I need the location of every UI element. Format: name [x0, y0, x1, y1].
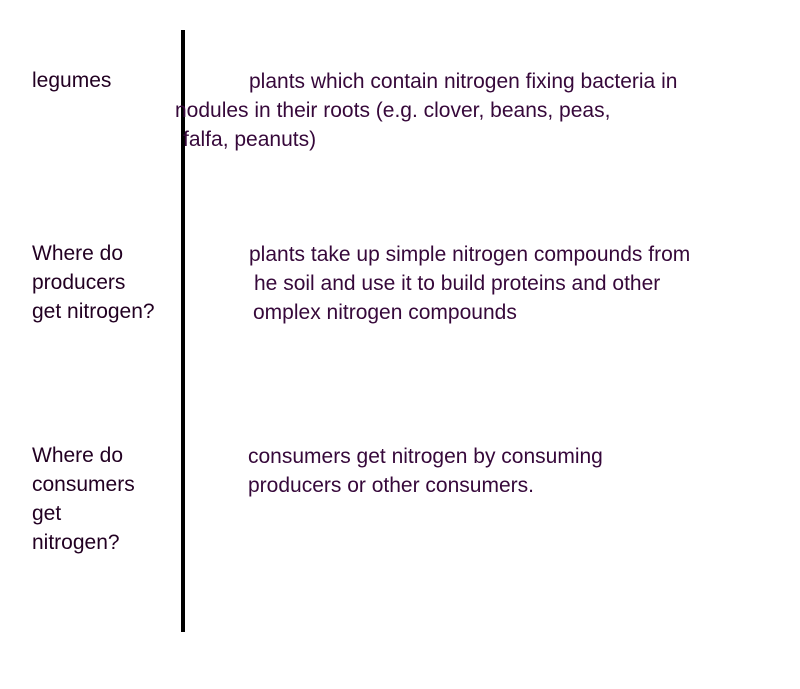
term-consumers-nitrogen: Where do consumers get nitrogen? — [32, 444, 135, 554]
definition-consumers-line-1: consumers get nitrogen by consuming — [248, 445, 603, 468]
definition-consumers-line-2: producers or other consumers. — [248, 474, 534, 497]
definition-legumes-line-3: falfa, peanuts) — [183, 128, 317, 151]
term-producers-nitrogen: Where do producers get nitrogen? — [32, 242, 155, 323]
definition-legumes-line-2: nodules in their roots (e.g. clover, beans, peas, — [175, 99, 611, 122]
definition-producers-line-2: he soil and use it to build proteins and other — [254, 272, 661, 295]
definition-producers-line-1: plants take up simple nitrogen compounds from — [249, 243, 691, 266]
definition-producers-line-3: omplex nitrogen compounds — [253, 301, 517, 324]
definition-legumes-line-1: plants which contain nitrogen fixing bacteria in — [249, 70, 678, 93]
term-legumes: legumes — [32, 69, 112, 92]
